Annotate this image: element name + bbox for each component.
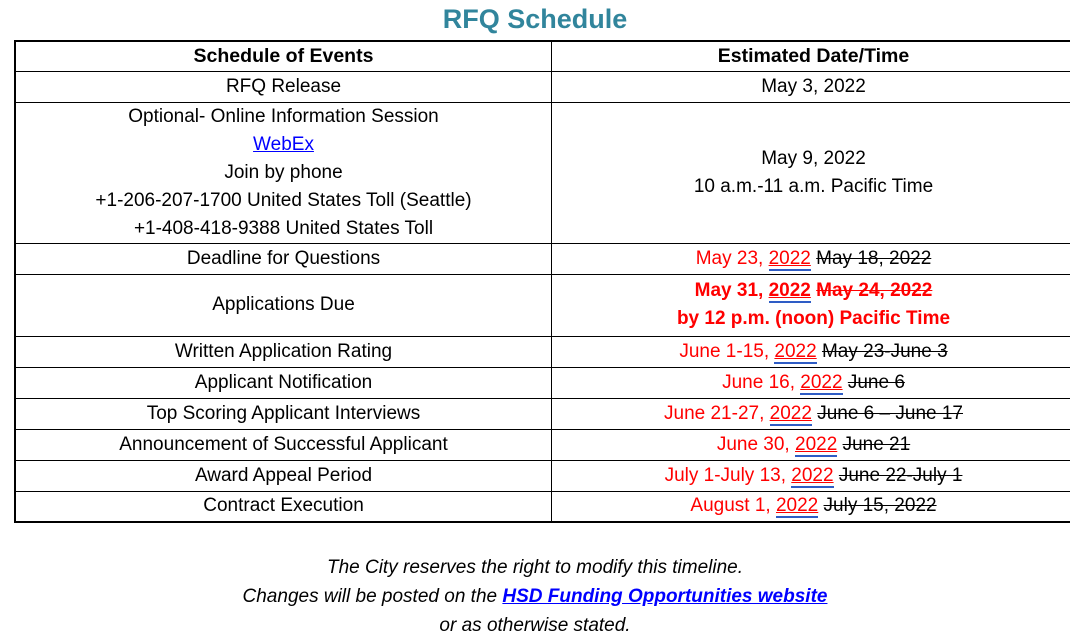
page-title: RFQ Schedule <box>442 4 628 34</box>
date-cell: May 3, 2022 <box>552 71 1070 102</box>
revised-date: May 31, <box>694 280 764 301</box>
revised-date: July 1-July 13, <box>664 464 787 486</box>
table-header-row <box>15 41 1070 71</box>
phone-number-toll: +1-408-418-9388 United States Toll <box>133 217 434 239</box>
revised-date: May 23, <box>695 247 764 269</box>
date-cell <box>552 336 1070 367</box>
revision-year: 2022 <box>768 247 811 269</box>
schedule-table <box>14 40 1070 523</box>
event-cell: Applications Due <box>15 274 552 336</box>
revision-year: 2022 <box>774 340 817 362</box>
event-cell: Award Appeal Period <box>15 460 552 491</box>
rfq-schedule-page <box>0 4 1070 634</box>
old-date-strikethrough: June 6 – June 17 <box>817 402 963 424</box>
join-by-phone-label: Join by phone <box>224 161 343 183</box>
old-date-strikethrough: June 21 <box>842 433 911 455</box>
revision-year: 2022 <box>791 464 834 486</box>
revised-date: June 21-27, <box>664 402 765 424</box>
webex-link[interactable]: WebEx <box>253 133 314 155</box>
footer-line-2 <box>0 582 1070 611</box>
date-cell <box>552 429 1070 460</box>
revision-year: 2022 <box>775 495 819 517</box>
revision-year: 2022 <box>800 371 843 393</box>
table-row <box>15 460 1070 491</box>
table-row <box>15 336 1070 367</box>
header-cell-events: Schedule of Events <box>15 41 552 71</box>
footer-note <box>0 553 1070 634</box>
date-cell <box>552 243 1070 274</box>
date-cell <box>552 274 1070 336</box>
table-row <box>15 71 1070 102</box>
date-cell <box>552 491 1070 522</box>
session-time: 10 a.m.-11 a.m. Pacific Time <box>693 175 934 197</box>
date-cell <box>552 367 1070 398</box>
footer-line-2-text: Changes will be posted on the <box>242 586 503 607</box>
footer-line-1: The City reserves the right to modify this timeline. <box>326 557 744 578</box>
table-row <box>15 274 1070 336</box>
revised-date: June 16, <box>722 371 795 393</box>
old-date-strikethrough: May 24, 2022 <box>816 280 933 301</box>
date-cell <box>552 398 1070 429</box>
old-date-strikethrough: July 15, 2022 <box>823 495 937 517</box>
revised-date: August 1, <box>690 495 771 517</box>
old-date-strikethrough: June 6 <box>847 371 905 393</box>
date-cell <box>552 460 1070 491</box>
footer-line-3: or as otherwise stated. <box>439 615 631 634</box>
event-cell: Applicant Notification <box>15 367 552 398</box>
phone-number-seattle: +1-206-207-1700 United States Toll (Seattle) <box>95 189 472 211</box>
event-cell: Contract Execution <box>15 491 552 522</box>
event-cell: RFQ Release <box>15 71 552 102</box>
event-cell: Top Scoring Applicant Interviews <box>15 398 552 429</box>
table-row <box>15 491 1070 522</box>
revision-year: 2022 <box>795 433 838 455</box>
event-cell: Written Application Rating <box>15 336 552 367</box>
table-row <box>15 398 1070 429</box>
hsd-funding-opportunities-link[interactable]: HSD Funding Opportunities website <box>502 586 828 607</box>
event-cell <box>15 102 552 243</box>
session-title: Optional- Online Information Session <box>128 105 439 127</box>
session-date: May 9, 2022 <box>761 147 866 169</box>
table-row <box>15 367 1070 398</box>
old-date-strikethrough: May 18, 2022 <box>816 247 932 269</box>
old-date-strikethrough: June 22-July 1 <box>838 464 963 486</box>
table-row <box>15 243 1070 274</box>
old-date-strikethrough: May 23-June 3 <box>821 340 948 362</box>
revised-date: June 1-15, <box>679 340 770 362</box>
date-cell <box>552 102 1070 243</box>
table-row <box>15 102 1070 243</box>
header-cell-date: Estimated Date/Time <box>552 41 1070 71</box>
event-cell: Deadline for Questions <box>15 243 552 274</box>
revision-year: 2022 <box>769 402 812 424</box>
revision-year: 2022 <box>768 280 811 301</box>
table-row <box>15 429 1070 460</box>
event-cell: Announcement of Successful Applicant <box>15 429 552 460</box>
due-time-note: by 12 p.m. (noon) Pacific Time <box>676 308 951 329</box>
revised-date: June 30, <box>716 433 790 455</box>
